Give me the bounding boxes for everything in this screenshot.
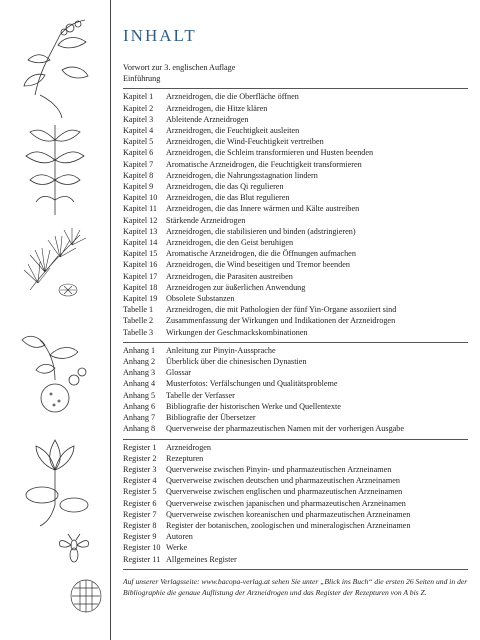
chapter-entry-title: Arzneidrogen, die Wind-Feuchtigkeit vertreiben bbox=[166, 137, 324, 147]
register-entry bbox=[123, 520, 468, 531]
appendix-entry-number: Anhang 7 bbox=[123, 413, 156, 423]
register-entry bbox=[123, 531, 468, 542]
register-entry bbox=[123, 498, 468, 509]
section-divider bbox=[123, 88, 468, 89]
chapter-entry-number: Kapitel 18 bbox=[123, 282, 158, 292]
botanical-illustrations bbox=[0, 0, 110, 640]
appendix-entry-number: Anhang 3 bbox=[123, 368, 156, 378]
chapter-entry-title: Aromatische Arzneidrogen, die die Öffnungen aufmachen bbox=[166, 249, 356, 259]
appendix-entry-number: Anhang 6 bbox=[123, 401, 156, 411]
chapter-entry bbox=[123, 226, 468, 237]
pine-branch-icon bbox=[24, 228, 86, 296]
appendices-list bbox=[123, 345, 468, 435]
page-title: INHALT bbox=[123, 26, 197, 45]
chapter-entry bbox=[123, 103, 468, 114]
chapter-entry-title: Arzneidrogen, die den Geist beruhigen bbox=[166, 238, 294, 248]
section-divider bbox=[123, 569, 468, 570]
appendix-entry-number: Anhang 5 bbox=[123, 390, 156, 400]
citrus-fruit-icon bbox=[22, 336, 86, 412]
chapter-entry-title: Arzneidrogen, die mit Pathologien der fünf Yin-Organe assoziiert sind bbox=[166, 305, 397, 315]
appendix-entry bbox=[123, 401, 468, 412]
register-entry bbox=[123, 509, 468, 520]
register-entry-number: Register 4 bbox=[123, 476, 157, 486]
chapter-entry bbox=[123, 271, 468, 282]
appendix-entry bbox=[123, 423, 468, 434]
leafy-herb-icon bbox=[26, 125, 84, 215]
chapter-entry-title: Arzneidrogen, die Schleim transformieren und Husten beenden bbox=[166, 148, 374, 158]
chapter-entry-title: Arzneidrogen, die das Innere wärmen und Kälte austreiben bbox=[166, 204, 360, 214]
chapter-entry-title: Obsolete Substanzen bbox=[166, 294, 235, 304]
appendix-entry-number: Anhang 8 bbox=[123, 424, 156, 434]
register-entry-number: Register 1 bbox=[123, 442, 157, 452]
intro-line-introduction: Einführung bbox=[123, 74, 161, 84]
chapter-entry-title: Arzneidrogen, die Feuchtigkeit ausleiten bbox=[166, 126, 300, 136]
registers-list bbox=[123, 442, 468, 565]
publisher-note: Auf unserer Verlagsseite: www.bacopa-verlag.at sehen Sie unter „Blick ins Buch“ die ersten 26 Seiten und in der Bibliographie die genaue Auflistung der Arzneidrogen und das Register der Rezepturen von A bis Z. bbox=[123, 576, 468, 597]
chapter-entry bbox=[123, 114, 468, 125]
chapter-entry-number: Kapitel 8 bbox=[123, 170, 154, 180]
register-entry-title: Allgemeines Register bbox=[166, 554, 237, 564]
register-entry-number: Register 8 bbox=[123, 520, 157, 530]
chapter-entry-number: Kapitel 11 bbox=[123, 204, 158, 214]
register-entry-number: Register 7 bbox=[123, 509, 157, 519]
chapter-entry-title: Zusammenfassung der Wirkungen und Indikationen der Arzneidrogen bbox=[166, 316, 396, 326]
chapter-entry bbox=[123, 248, 468, 259]
chapter-entry bbox=[123, 91, 468, 102]
chapter-entry-number: Kapitel 4 bbox=[123, 126, 154, 136]
chapter-entry-title: Arzneidrogen, die die Oberfläche öffnen bbox=[166, 92, 299, 102]
chapter-entry-number: Kapitel 6 bbox=[123, 148, 154, 158]
chapter-entry-title: Wirkungen der Geschmackskombinationen bbox=[166, 327, 308, 337]
register-entry-number: Register 9 bbox=[123, 532, 157, 542]
chapter-entry-number: Kapitel 9 bbox=[123, 182, 154, 192]
appendix-entry bbox=[123, 356, 468, 367]
register-entry-title: Querverweise zwischen Pinyin- und pharmazeutischen Arzneinamen bbox=[166, 464, 392, 474]
chapter-entry bbox=[123, 159, 468, 170]
table-of-contents bbox=[123, 26, 468, 598]
section-divider bbox=[123, 342, 468, 343]
appendix-entry bbox=[123, 412, 468, 423]
chapter-entry bbox=[123, 203, 468, 214]
intro-line-foreword: Vorwort zur 3. englischen Auflage bbox=[123, 63, 236, 72]
register-entry-title: Register der botanischen, zoologischen und mineralogischen Arzneinamen bbox=[166, 520, 411, 530]
chapter-entry bbox=[123, 259, 468, 270]
chapter-entry bbox=[123, 125, 468, 136]
chapter-entry-number: Kapitel 13 bbox=[123, 226, 158, 236]
chapter-entry-number: Kapitel 19 bbox=[123, 294, 158, 304]
chapter-entry bbox=[123, 327, 468, 338]
appendix-entry bbox=[123, 378, 468, 389]
chapter-entry-title: Stärkende Arzneidrogen bbox=[166, 215, 246, 225]
chapter-entry-number: Kapitel 16 bbox=[123, 260, 158, 270]
register-entry bbox=[123, 486, 468, 497]
chapter-entry-number: Tabelle 1 bbox=[123, 305, 154, 315]
appendix-entry-title: Glossar bbox=[166, 368, 192, 378]
chapter-entry bbox=[123, 181, 468, 192]
appendix-entry-number: Anhang 1 bbox=[123, 345, 156, 355]
chapter-entry-title: Arzneidrogen, die Nahrungsstagnation lindern bbox=[166, 170, 318, 180]
lotus-flower-icon bbox=[26, 440, 88, 526]
chapter-entry bbox=[123, 315, 468, 326]
appendix-entry-title: Querverweise der pharmazeutischen Namen mit der vorherigen Ausgabe bbox=[166, 424, 405, 434]
chapter-entry bbox=[123, 304, 468, 315]
appendix-entry-title: Musterfotos: Verfälschungen und Qualitätsprobleme bbox=[166, 379, 338, 389]
register-entry bbox=[123, 554, 468, 565]
chapter-entry bbox=[123, 170, 468, 181]
flowering-plant-icon bbox=[24, 20, 88, 118]
margin-rule bbox=[110, 0, 111, 640]
register-entry bbox=[123, 464, 468, 475]
register-entry-title: Querverweise zwischen englischen und pharmazeutischen Arzneinamen bbox=[166, 487, 403, 497]
chapter-entry-number: Kapitel 7 bbox=[123, 159, 154, 169]
appendix-entry-number: Anhang 2 bbox=[123, 357, 156, 367]
insect-icon bbox=[59, 534, 88, 562]
appendix-entry-title: Anleitung zur Pinyin-Aussprache bbox=[166, 345, 276, 355]
chapter-entry-title: Arzneidrogen, die das Qi regulieren bbox=[166, 182, 284, 192]
chapters-list bbox=[123, 91, 468, 337]
appendix-entry-title: Tabelle der Verfasser bbox=[166, 390, 235, 400]
chapter-entry-number: Kapitel 5 bbox=[123, 137, 154, 147]
chapter-entry-number: Kapitel 15 bbox=[123, 249, 158, 259]
register-entry-title: Rezepturen bbox=[166, 453, 204, 463]
register-entry bbox=[123, 542, 468, 553]
register-entry-number: Register 11 bbox=[123, 554, 161, 564]
chapter-entry-number: Kapitel 1 bbox=[123, 92, 154, 102]
chapter-entry bbox=[123, 136, 468, 147]
chapter-entry bbox=[123, 237, 468, 248]
chapter-entry-number: Tabelle 2 bbox=[123, 316, 154, 326]
register-entry-number: Register 2 bbox=[123, 453, 157, 463]
chapter-entry bbox=[123, 215, 468, 226]
appendix-entry bbox=[123, 390, 468, 401]
register-entry-title: Autoren bbox=[166, 532, 193, 542]
register-entry bbox=[123, 453, 468, 464]
appendix-entry-title: Bibliografie der Übersetzer bbox=[166, 413, 256, 423]
appendix-entry-title: Überblick über die chinesischen Dynastien bbox=[166, 357, 307, 367]
chapter-entry bbox=[123, 147, 468, 158]
register-entry-title: Querverweise zwischen japanischen und pharmazeutischen Arzneinamen bbox=[166, 498, 406, 508]
shell-icon bbox=[71, 580, 101, 612]
register-entry-title: Querverweise zwischen deutschen und pharmazeutischen Arzneinamen bbox=[166, 476, 400, 486]
register-entry-title: Werke bbox=[166, 543, 188, 553]
chapter-entry-title: Ableitende Arzneidrogen bbox=[166, 114, 249, 124]
register-entry-number: Register 6 bbox=[123, 498, 157, 508]
appendix-entry bbox=[123, 367, 468, 378]
register-entry-number: Register 10 bbox=[123, 543, 161, 553]
chapter-entry-title: Arzneidrogen, die das Blut regulieren bbox=[166, 193, 290, 203]
register-entry-number: Register 3 bbox=[123, 464, 157, 474]
section-divider bbox=[123, 439, 468, 440]
chapter-entry-number: Kapitel 10 bbox=[123, 193, 158, 203]
chapter-entry-number: Kapitel 2 bbox=[123, 103, 154, 113]
chapter-entry-number: Kapitel 14 bbox=[123, 238, 158, 248]
chapter-entry-title: Arzneidrogen zur äußerlichen Anwendung bbox=[166, 282, 306, 292]
chapter-entry-title: Arzneidrogen, die Wind beseitigen und Tremor beenden bbox=[166, 260, 350, 270]
appendix-entry bbox=[123, 345, 468, 356]
register-entry-number: Register 5 bbox=[123, 487, 157, 497]
register-entry bbox=[123, 442, 468, 453]
chapter-entry-title: Arzneidrogen, die Parasiten austreiben bbox=[166, 271, 293, 281]
register-entry-title: Arzneidrogen bbox=[166, 442, 212, 452]
chapter-entry-title: Aromatische Arzneidrogen, die Feuchtigkeit transformieren bbox=[166, 159, 362, 169]
chapter-entry bbox=[123, 282, 468, 293]
chapter-entry bbox=[123, 293, 468, 304]
chapter-entry-number: Kapitel 12 bbox=[123, 215, 158, 225]
appendix-entry-title: Bibliografie der historischen Werke und Quellentexte bbox=[166, 401, 341, 411]
chapter-entry-title: Arzneidrogen, die Hitze klären bbox=[166, 103, 268, 113]
chapter-entry-number: Kapitel 3 bbox=[123, 114, 154, 124]
chapter-entry bbox=[123, 192, 468, 203]
chapter-entry-number: Kapitel 17 bbox=[123, 271, 158, 281]
register-entry bbox=[123, 475, 468, 486]
register-entry-title: Querverweise zwischen koreanischen und pharmazeutischen Arzneinamen bbox=[166, 509, 411, 519]
chapter-entry-number: Tabelle 3 bbox=[123, 327, 154, 337]
appendix-entry-number: Anhang 4 bbox=[123, 379, 156, 389]
chapter-entry-title: Arzneidrogen, die stabilisieren und binden (adstringieren) bbox=[166, 226, 356, 236]
